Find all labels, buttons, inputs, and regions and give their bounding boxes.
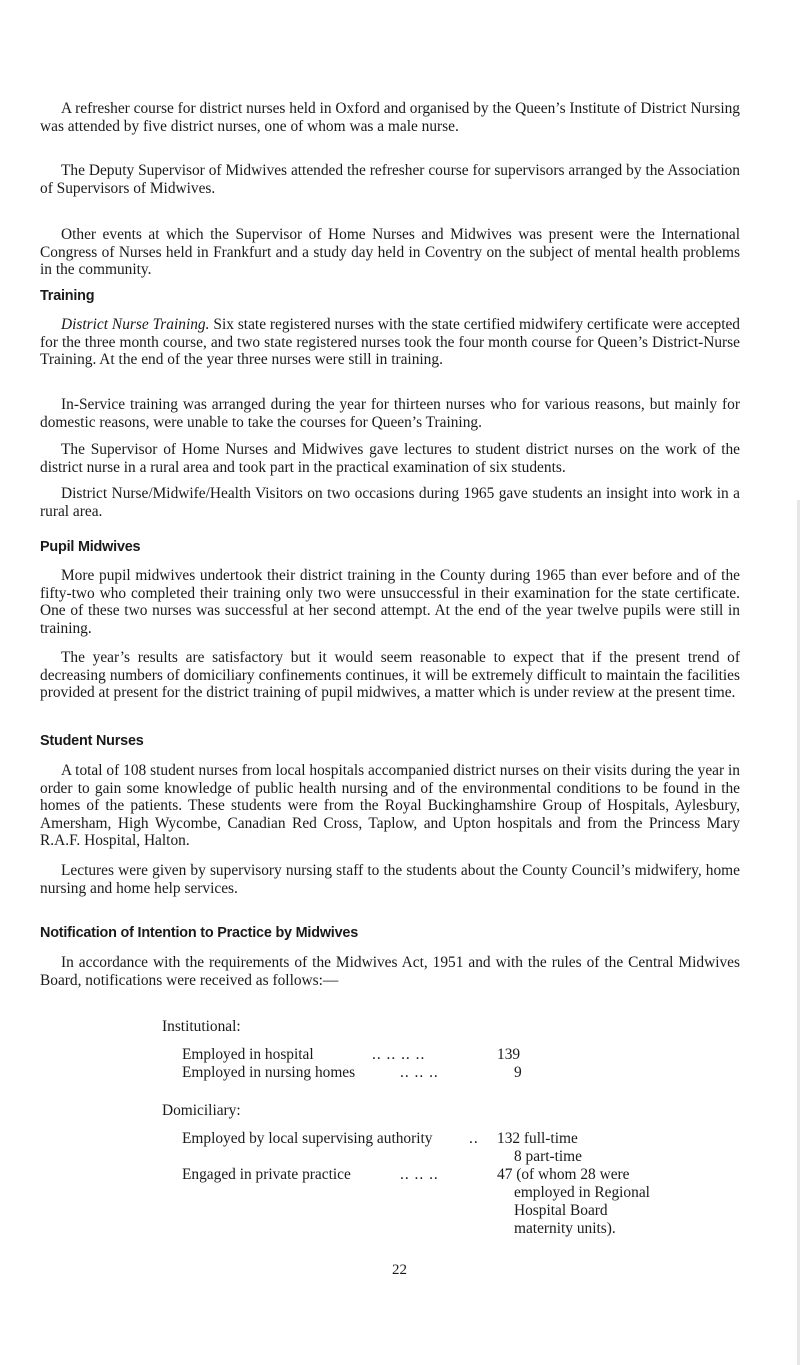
paragraph-supervisor-lectures: The Supervisor of Home Nurses and Midwives gave lectures to student district nurses on the work of the district nurse in a rural area and took part in the practical examination of six students. (40, 441, 740, 476)
paragraph-student-nurses: A total of 108 student nurses from local hospitals accompanied district nurses on their visits during the year in order to gain some knowledge of public health nursing and of the environmental conditions to be found in the homes of the patients. These students were from the Royal Buckinghamshire Group of Hospitals, Aylesbury, Amersham, High Wycombe, Canadian Red Cross, Taplow, and Upton hospitals and from the Princess Mary R.A.F. Hospital, Halton. (40, 762, 740, 849)
paragraph-notifications: In accordance with the requirements of the Midwives Act, 1951 and with the rules of the Central Midwives Board, notifications were received as follows:— (40, 954, 740, 989)
nursing-homes-value: 9 (514, 1064, 522, 1081)
paragraph-refresher-course: A refresher course for district nurses held in Oxford and organised by the Queen’s Institute of District Nursing was attended by five district nurses, one of whom was a male nurse. (40, 100, 740, 135)
local-authority-value-full-time: 132 full-time (497, 1130, 578, 1147)
local-authority-label: Employed by local supervising authority (182, 1130, 433, 1147)
private-practice-dots: .. .. .. (400, 1166, 439, 1183)
heading-notification: Notification of Intention to Practice by Midwives (40, 925, 359, 941)
private-practice-label: Engaged in private practice (182, 1166, 351, 1183)
private-practice-value-line-3: Hospital Board (514, 1202, 608, 1219)
nursing-homes-label: Employed in nursing homes (182, 1064, 356, 1081)
paragraph-deputy-supervisor: The Deputy Supervisor of Midwives attended the refresher course for supervisors arranged by the Association of Supervisors of Midwives. (40, 162, 740, 197)
paragraph-year-results: The year’s results are satisfactory but it would seem reasonable to expect that if the present trend of decreasing numbers of domiciliary confinements continues, it will be extremely difficult to maintain the facilities provided at present for the district training of pupil midwives, a matter which is under review at the present time. (40, 649, 740, 701)
heading-pupil-midwives: Pupil Midwives (40, 539, 141, 555)
paragraph-health-visitors: District Nurse/Midwife/Health Visitors on two occasions during 1965 gave students an insight into work in a rural area. (40, 485, 740, 520)
paragraph-pupil-midwives: More pupil midwives undertook their district training in the County during 1965 than ever before and of the fifty-two who completed their training only two were unsuccessful in their examination for the state certificate. One of these two nurses was successful at her second attempt. At the end of the year twelve pupils were still in training. (40, 567, 740, 637)
hospital-label: Employed in hospital (182, 1046, 314, 1063)
hospital-value: 139 (497, 1046, 521, 1063)
nursing-homes-dots: .. .. .. (400, 1064, 439, 1081)
heading-student-nurses: Student Nurses (40, 733, 144, 749)
paragraph-district-nurse-training (40, 316, 740, 369)
paragraph-body: Six state registered nurses with the state certified midwifery certificate were accepted for the three month course, and two state registered nurses took the four month course for Queen’s District-Nurse Training. At the end of the year three nurses were still in training. (40, 316, 741, 368)
private-practice-value-line-2: employed in Regional (514, 1184, 650, 1201)
heading-training: Training (40, 288, 95, 304)
institutional-label: Institutional: (162, 1018, 241, 1035)
paragraph-lectures: Lectures were given by supervisory nursing staff to the students about the County Council’s midwifery, home nursing and home help services. (40, 862, 740, 897)
private-practice-value-line-4: maternity units). (514, 1220, 616, 1237)
domiciliary-label: Domiciliary: (162, 1102, 241, 1119)
hospital-dots: .. .. .. .. (372, 1046, 426, 1063)
page-number: 22 (392, 1262, 407, 1278)
paragraph-lead-italic: District Nurse Training. (61, 316, 210, 333)
private-practice-value-line-1: 47 (of whom 28 were (497, 1166, 630, 1183)
local-authority-value-part-time: 8 part-time (514, 1148, 582, 1165)
paragraph-other-events: Other events at which the Supervisor of Home Nurses and Midwives was present were the International Congress of Nurses held in Frankfurt and a study day held in Coventry on the subject of mental health problems in the community. (40, 226, 740, 278)
paragraph-in-service-training: In-Service training was arranged during the year for thirteen nurses who for various reasons, but mainly for domestic reasons, were unable to take the courses for Queen’s Training. (40, 396, 740, 431)
local-authority-dots: .. (469, 1130, 479, 1147)
